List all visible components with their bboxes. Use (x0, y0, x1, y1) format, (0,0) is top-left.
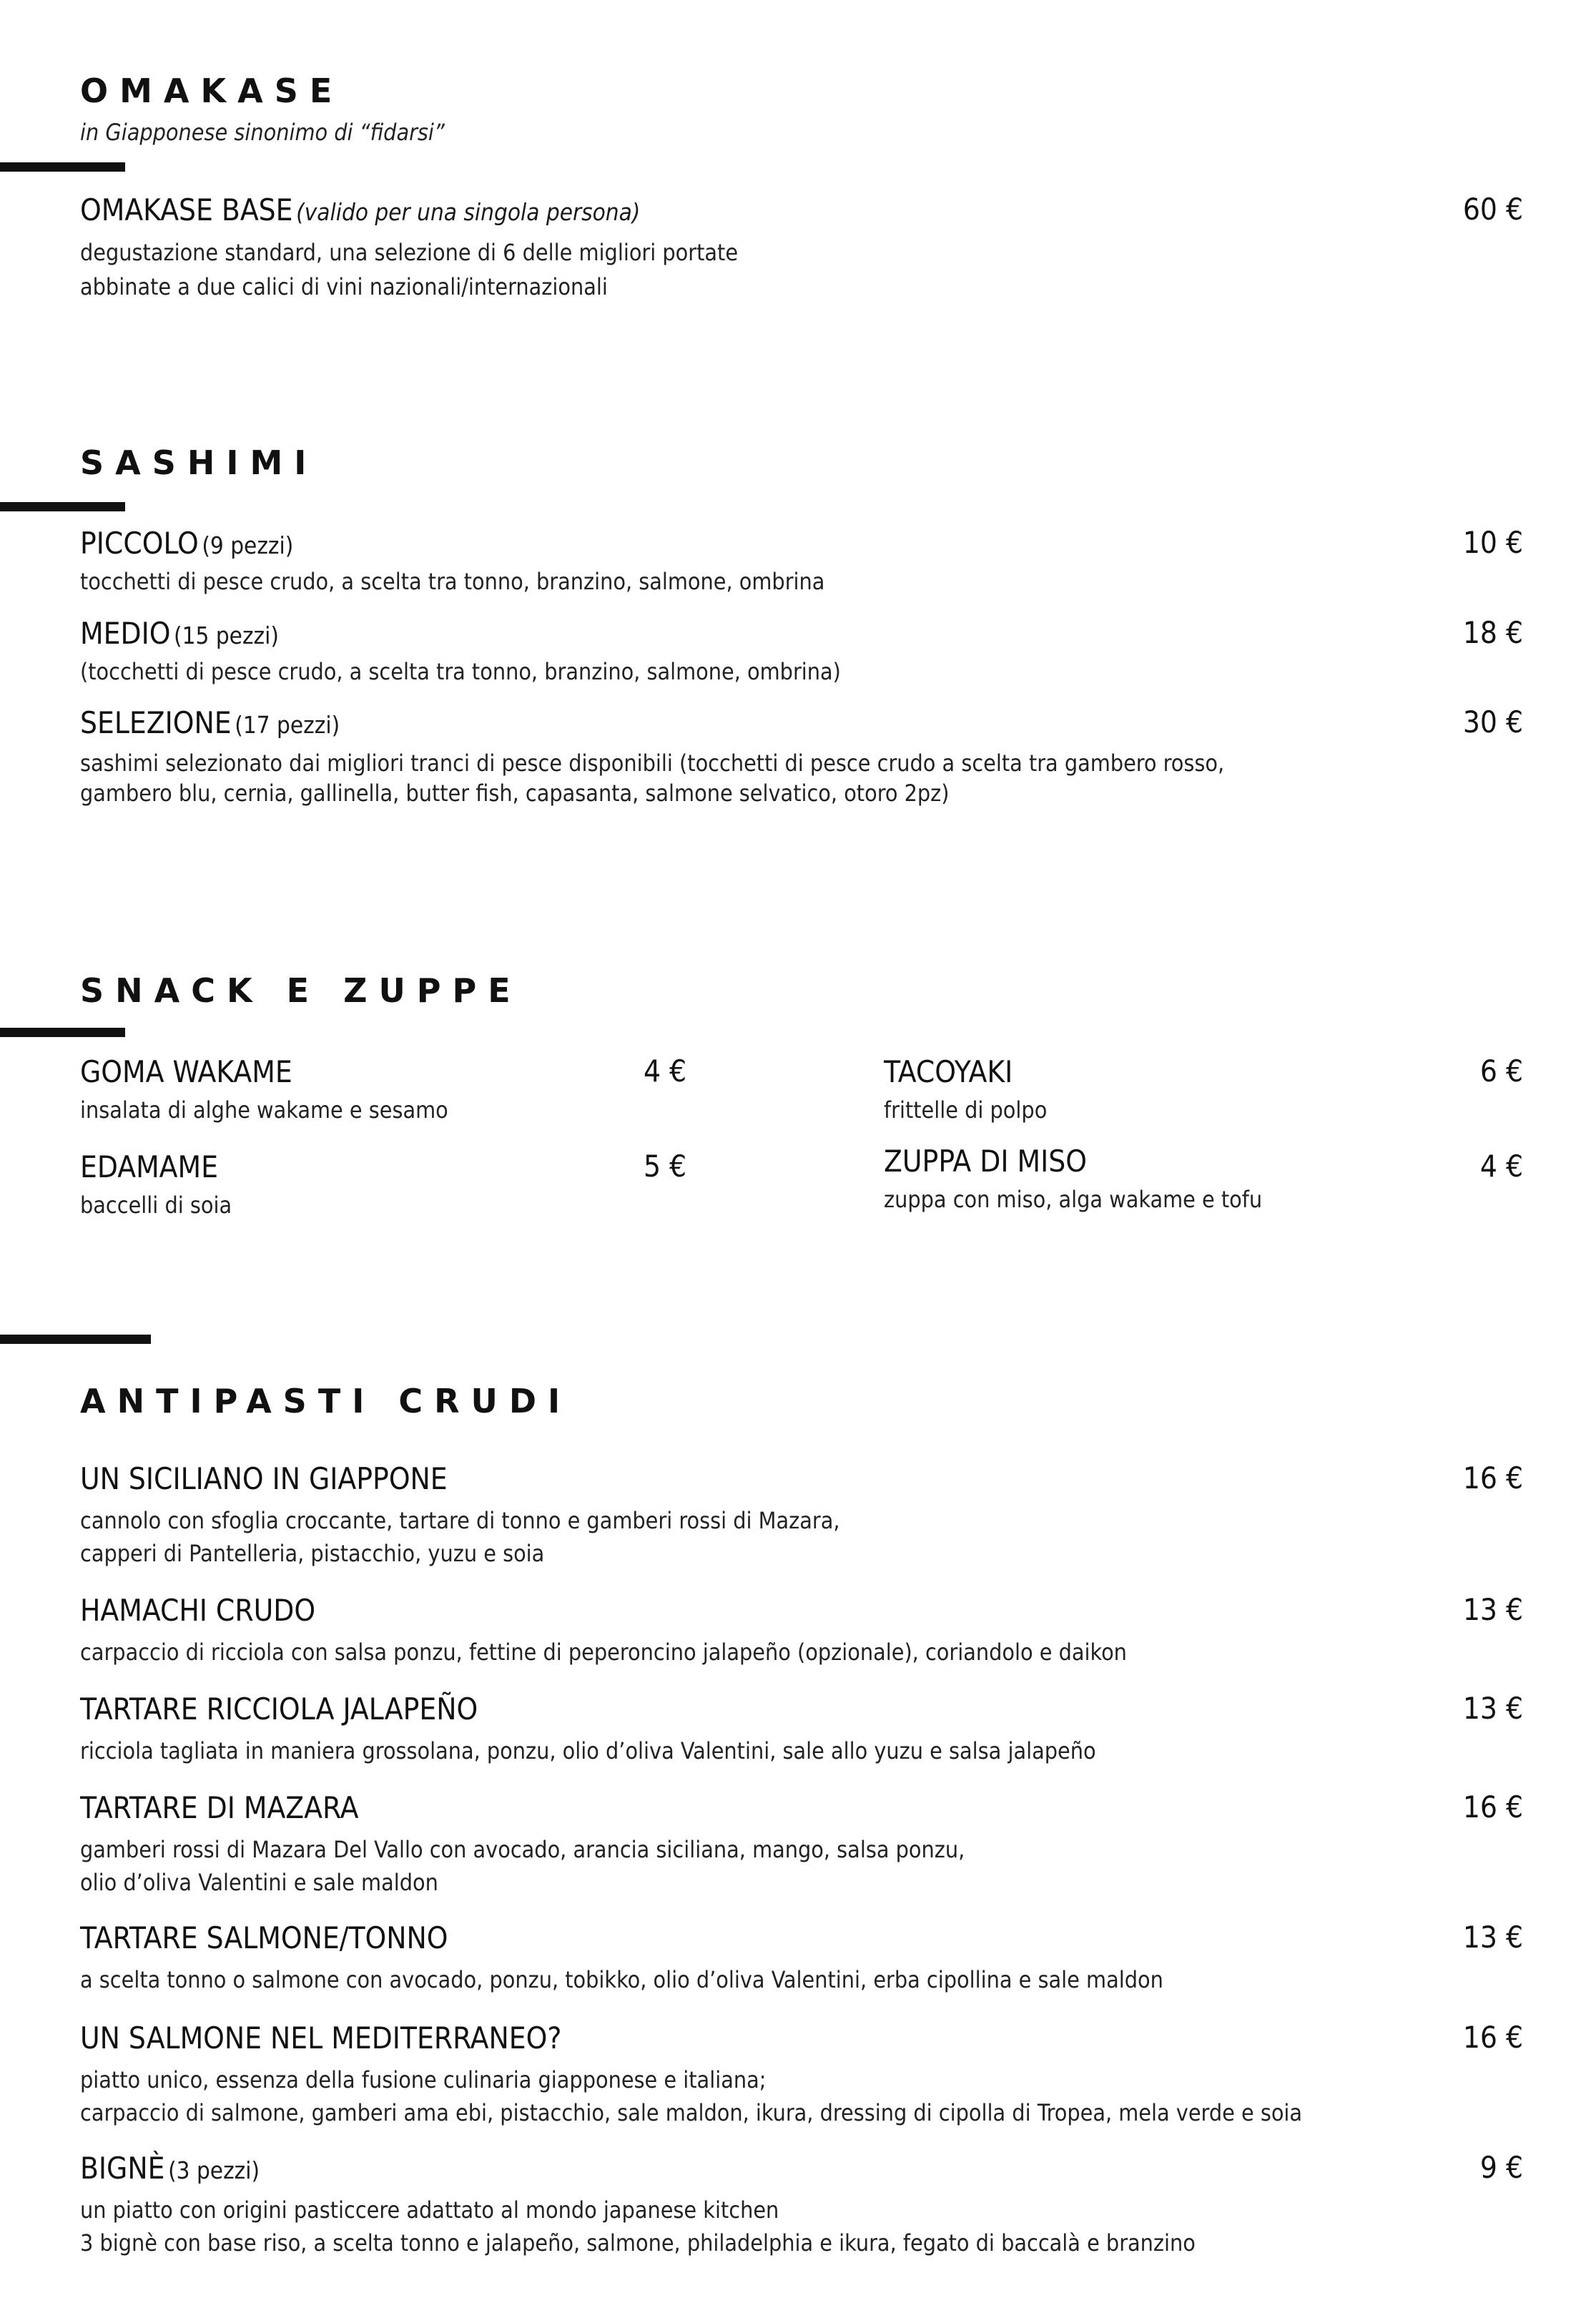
item-price: 4 € (1479, 1149, 1523, 1184)
menu-item (80, 704, 1224, 808)
section-divider (0, 1335, 151, 1344)
section-divider (0, 162, 125, 172)
item-description: zuppa con miso, alga wakame e tofu (884, 1186, 1263, 1213)
item-description: un piatto con origini pasticcere adattato al mondo japanese kitchen (80, 2196, 779, 2224)
item-price: 9 € (1479, 2150, 1523, 2185)
item-description: insalata di alghe wakame e sesamo (80, 1096, 448, 1124)
item-description: degustazione standard, una selezione di 6 delle migliori portate (80, 239, 739, 266)
item-price: 16 € (1462, 2020, 1523, 2055)
item-description: cannolo con sfoglia croccante, tartare di tonno e gamberi rossi di Mazara, (80, 1507, 840, 1534)
item-description: frittelle di polpo (884, 1096, 1048, 1124)
section-title-omakase: OMAKASE (80, 72, 344, 110)
item-price: 5 € (644, 1149, 687, 1184)
item-description: carpaccio di salmone, gamberi ama ebi, pistacchio, sale maldon, ikura, dressing di cipolla di Tropea, mela verde e soia (80, 2099, 1303, 2126)
item-price: 16 € (1462, 1460, 1523, 1496)
item-price: 16 € (1462, 1789, 1523, 1825)
item-name: SELEZIONE (80, 705, 232, 740)
item-name: TACOYAKI (884, 1054, 1013, 1089)
item-note: (15 pezzi) (174, 622, 279, 649)
item-description: 3 bignè con base riso, a scelta tonno e jalapeño, salmone, philadelphia e ikura, fegato di baccalà e branzino (80, 2229, 1196, 2257)
item-price: 4 € (644, 1054, 687, 1089)
item-description: capperi di Pantelleria, pistacchio, yuzu e soia (80, 1540, 545, 1567)
menu-item (80, 192, 738, 304)
item-name: TARTARE SALMONE/TONNO (80, 1920, 448, 1955)
item-name: UN SICILIANO IN GIAPPONE (80, 1461, 448, 1496)
item-price: 13 € (1462, 1592, 1523, 1627)
item-description: tocchetti di pesce crudo, a scelta tra tonno, branzino, salmone, ombrina (80, 568, 825, 595)
item-price: 18 € (1462, 615, 1523, 650)
item-name: MEDIO (80, 616, 171, 651)
menu-item (80, 2150, 1196, 2259)
item-name: BIGNÈ (80, 2151, 165, 2186)
menu-item (80, 1149, 232, 1218)
item-description: gamberi rossi di Mazara Del Vallo con avocado, arancia siciliana, mango, salsa ponzu, (80, 1836, 965, 1863)
section-divider (0, 1028, 125, 1037)
menu-item (80, 1460, 840, 1570)
item-note: (3 pezzi) (168, 2156, 260, 2184)
item-name: UN SALMONE NEL MEDITERRANEO? (80, 2020, 562, 2056)
item-description: gambero blu, cernia, gallinella, butter fish, capasanta, salmone selvatico, otoro 2pz) (80, 780, 950, 807)
item-price: 30 € (1462, 704, 1523, 740)
item-note: (9 pezzi) (202, 531, 294, 559)
section-title-snack-e-zuppe: SNACK E ZUPPE (80, 971, 522, 1010)
menu-item (80, 1789, 965, 1899)
item-price: 60 € (1462, 192, 1523, 227)
menu-item (80, 525, 824, 594)
menu-item (80, 1920, 1163, 1996)
item-name: TARTARE DI MAZARA (80, 1790, 359, 1825)
item-name: ZUPPA DI MISO (884, 1144, 1087, 1179)
menu-item (80, 1592, 1127, 1669)
menu-item (80, 1054, 448, 1123)
item-description: ricciola tagliata in maniera grossolana, ponzu, olio d’oliva Valentini, sale allo yuzu e salsa jalapeño (80, 1737, 1096, 1764)
menu-item (884, 1143, 1262, 1212)
item-note: (valido per una singola persona) (296, 198, 641, 226)
menu-item (80, 1691, 1096, 1767)
item-price: 10 € (1462, 525, 1523, 560)
section-title-sashimi: SASHIMI (80, 443, 318, 482)
item-name: HAMACHI CRUDO (80, 1593, 316, 1628)
item-name: PICCOLO (80, 526, 199, 561)
item-name: GOMA WAKAME (80, 1054, 292, 1089)
item-description: piatto unico, essenza della fusione culinaria giapponese e italiana; (80, 2066, 767, 2093)
menu-item (884, 1054, 1047, 1123)
item-description: baccelli di soia (80, 1192, 232, 1219)
item-description: (tocchetti di pesce crudo, a scelta tra tonno, branzino, salmone, ombrina) (80, 658, 841, 685)
item-name: EDAMAME (80, 1149, 218, 1184)
item-price: 6 € (1479, 1054, 1523, 1089)
menu-item (80, 2020, 1302, 2129)
item-name: OMAKASE BASE (80, 192, 293, 227)
item-description: abbinate a due calici di vini nazionali/internazionali (80, 273, 608, 300)
item-description: olio d’oliva Valentini e sale maldon (80, 1869, 438, 1896)
menu-item (80, 615, 841, 684)
item-description: carpaccio di ricciola con salsa ponzu, fettine di peperoncino jalapeño (opzionale), coriandolo e daikon (80, 1639, 1127, 1666)
section-divider (0, 502, 125, 511)
item-note: (17 pezzi) (235, 711, 340, 739)
item-description: a scelta tonno o salmone con avocado, ponzu, tobikko, olio d’oliva Valentini, erba cipollina e sale maldon (80, 1966, 1163, 1993)
item-name: TARTARE RICCIOLA JALAPEÑO (80, 1691, 478, 1727)
item-price: 13 € (1462, 1920, 1523, 1955)
item-price: 13 € (1462, 1691, 1523, 1726)
section-title-antipasti-crudi: ANTIPASTI CRUDI (80, 1382, 572, 1420)
item-description: sashimi selezionato dai migliori tranci di pesce disponibili (tocchetti di pesce crudo a scelta tra gambero rosso, (80, 750, 1225, 777)
section-subtitle-omakase: in Giapponese sinonimo di “fidarsi” (80, 119, 445, 146)
